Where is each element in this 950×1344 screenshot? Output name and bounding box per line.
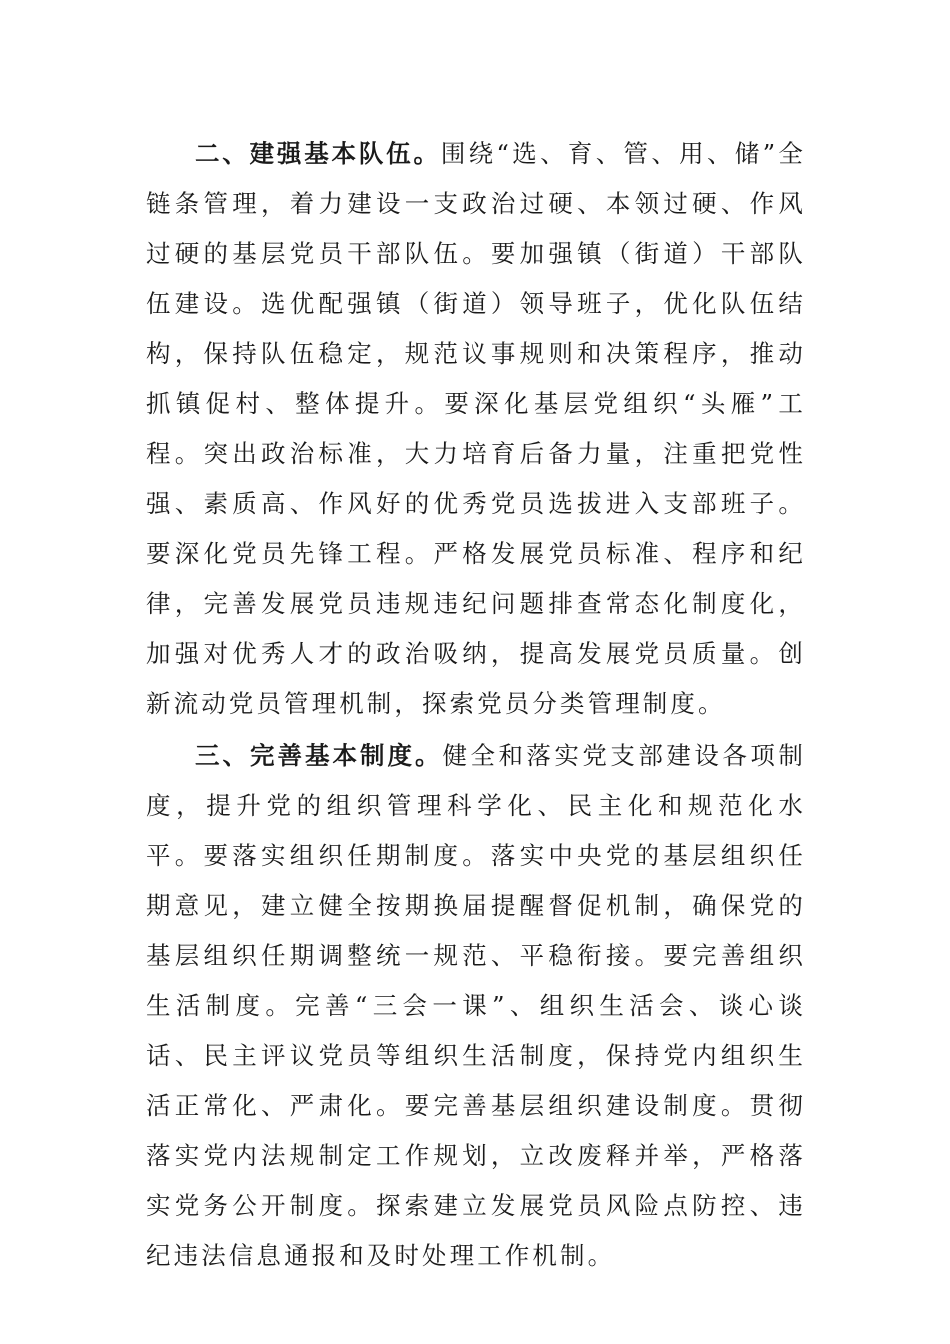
document-body (146, 129, 806, 1281)
paragraph-team-building (146, 129, 806, 729)
paragraph-system-improvement (146, 731, 806, 1281)
paragraph-heading: 三、完善基本制度。 (195, 741, 443, 770)
paragraph-text: 围绕“选、育、管、用、储”全链条管理，着力建设一支政治过硬、本领过硬、作风过硬的基层党员干部队伍。要加强镇（街道）干部队伍建设。选优配强镇（街道）领导班子，优化队伍结构，保持队伍稳定，规范议事规则和决策程序，推动抓镇促村、整体提升。要深化基层党组织“头雁”工程。突出政治标准，大力培育后备力量，注重把党性强、素质高、作风好的优秀党员选拔进入支部班子。要深化党员先锋工程。严格发展党员标准、程序和纪律，完善发展党员违规违纪问题排查常态化制度化，加强对优秀人才的政治吸纳，提高发展党员质量。创新流动党员管理机制，探索党员分类管理制度。 (146, 139, 807, 718)
paragraph-text: 健全和落实党支部建设各项制度，提升党的组织管理科学化、民主化和规范化水平。要落实组织任期制度。落实中央党的基层组织任期意见，建立健全按期换届提醒督促机制，确保党的基层组织任期调整统一规范、平稳衔接。要完善组织生活制度。完善“三会一课”、组织生活会、谈心谈话、民主评议党员等组织生活制度，保持党内组织生活正常化、严肃化。要完善基层组织建设制度。贯彻落实党内法规制定工作规划，立改废释并举，严格落实党务公开制度。探索建立发展党员风险点防控、违纪违法信息通报和及时处理工作机制。 (146, 741, 806, 1270)
paragraph-heading: 二、建强基本队伍。 (195, 139, 441, 168)
